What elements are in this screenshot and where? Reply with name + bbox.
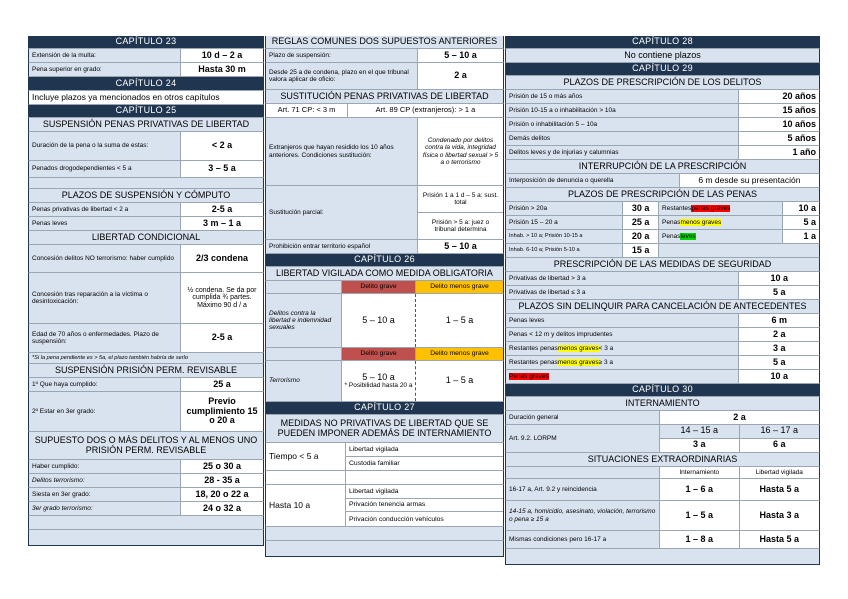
remaining-penalties-label: Restantes penas bbox=[509, 358, 558, 366]
fine-extension-value: 10 d – 2 a bbox=[181, 49, 263, 62]
cancellation-row-value: 5 a bbox=[739, 356, 819, 369]
foreigners-value: Condenado por delitos contra la vida, integridad física o libertad sexual > 5 a o terrorismo bbox=[418, 118, 503, 185]
parole-header: LIBERTAD CONDICIONAL bbox=[29, 231, 263, 244]
common-rules-header: REGLAS COMUNES DOS SUPUESTOS ANTERIORES bbox=[266, 36, 503, 48]
measure-driving-ban: Privación conducción vehículos bbox=[346, 512, 503, 526]
lorpm-label: Art. 9.2. LORPM bbox=[506, 425, 660, 452]
prescription-row-value: 20 años bbox=[739, 90, 819, 103]
general-duration-label: Duración general bbox=[506, 411, 660, 424]
prescription-row-label: Prisión o inhabilitación 5 – 10a bbox=[506, 118, 739, 131]
drug-dependent-label: Penados drogodependientes < 5 a bbox=[29, 161, 181, 177]
complaint-label: Interposición de denuncia o querella bbox=[506, 174, 680, 187]
entry-ban-label: Prohibición entrar territorio español bbox=[266, 240, 418, 253]
partial-substitution-total: Prisión 1 a 1 d – 5 a: sust. total bbox=[418, 186, 503, 213]
prescription-row-value: 10 años bbox=[739, 118, 819, 131]
security-measures-header: PRESCRIPCIÓN DE LAS MEDIDAS DE SEGURIDAD bbox=[506, 258, 819, 271]
situation-label: 14-15 a, homicidio, asesinato, violación, terrorismo o pena ≥ 15 a bbox=[506, 501, 660, 530]
blank-cell bbox=[266, 471, 346, 484]
serious-offence-heading: Delito grave bbox=[342, 281, 416, 293]
interruption-header: INTERRUPCIÓN DE LA PRESCRIPCIÓN bbox=[506, 160, 819, 173]
sexual-offences-less-serious: 1 – 5 a bbox=[416, 294, 503, 347]
less-serious-offence-heading: Delito menos grave bbox=[416, 348, 503, 360]
age-14-15-heading: 14 – 15 a bbox=[660, 425, 738, 439]
reparation-value: ½ condena. Se da por cumplida ¾ partes. Máximo 90 d / a bbox=[181, 273, 263, 323]
third-grade-stay-value: 18, 20 o 22 a bbox=[181, 488, 263, 501]
summary-sheet bbox=[28, 36, 820, 556]
measure-supervised-release: Libertad vigilada bbox=[346, 443, 503, 457]
chapter-28-header: CAPÍTULO 28 bbox=[506, 36, 819, 48]
fine-extension-label: Extensión de la multa: bbox=[29, 49, 181, 62]
threshold-text: < 3 a bbox=[598, 344, 614, 352]
third-grade-value: Previo cumplimiento 15 o 20 a bbox=[181, 392, 263, 431]
measure-family-custody: Custodia familiar bbox=[346, 457, 503, 470]
penalty-row-value: 15 a bbox=[623, 244, 659, 257]
complaint-value: 6 m desde su presentación bbox=[680, 174, 819, 187]
chapter-24-header: CAPÍTULO 24 bbox=[29, 77, 263, 90]
chapter-29-header: CAPÍTULO 29 bbox=[506, 63, 819, 75]
third-grade-terrorism-label: 3er grado terrorismo: bbox=[29, 502, 181, 515]
suspension-term-label: Plazo de suspensión: bbox=[266, 49, 418, 62]
penalty-row-value: 5 a bbox=[783, 216, 819, 229]
spacer bbox=[29, 516, 263, 529]
higher-penalty-value: Hasta 30 m bbox=[181, 63, 263, 76]
remaining-label: Restantes bbox=[662, 204, 692, 212]
prescription-row-label: Prisión de 15 o más años bbox=[506, 90, 739, 103]
up-to-10-years-label: Hasta 10 a bbox=[266, 485, 346, 526]
measure-weapons-ban: Privación tenencia armas bbox=[346, 499, 503, 513]
no-terms-note: No contiene plazos bbox=[506, 49, 819, 62]
chapter-30-header: CAPÍTULO 30 bbox=[506, 384, 819, 396]
penalty-row-value: 20 a bbox=[623, 230, 659, 243]
blank-cell bbox=[659, 244, 819, 257]
custodial-penalties-value: 2-5 a bbox=[181, 203, 263, 216]
art-89-cell: Art. 89 CP (extranjeros): > 1 a bbox=[348, 104, 503, 117]
penalty-row-value: 30 a bbox=[623, 202, 659, 215]
blank-cell bbox=[346, 471, 503, 484]
multiple-offences-header: SUPUESTO DOS O MÁS DELITOS Y AL MENOS UNO PRISIÓN PERM. REVISABLE bbox=[29, 432, 263, 459]
age-illness-label: Edad de 70 años o enfermedades. Plazo de suspensión: bbox=[29, 324, 181, 352]
penalties-label: Penas bbox=[662, 218, 681, 226]
record-cancellation-header: PLAZOS SIN DELINQUIR PARA CANCELACIÓN DE ANTECEDENTES bbox=[506, 300, 819, 313]
suspension-terms-header: PLAZOS DE SUSPENSIÓN Y CÓMPUTO bbox=[29, 189, 263, 202]
prescription-row-label: Delitos leves y de injurias y calumnias bbox=[506, 146, 739, 159]
less-serious-offence-heading: Delito menos grave bbox=[416, 281, 503, 293]
third-grade-terrorism-value: 24 o 32 a bbox=[181, 502, 263, 515]
measure-row-label: Privativas de libertad > 3 a bbox=[506, 272, 739, 285]
chapter-26-header: CAPÍTULO 26 bbox=[266, 254, 503, 266]
drug-dependent-value: 3 – 5 a bbox=[181, 161, 263, 177]
prescription-row-label: Prisión 10-15 a o inhabilitación > 10a bbox=[506, 104, 739, 117]
cancellation-row-value: 2 a bbox=[739, 328, 819, 341]
cancellation-row-label: Penas leves bbox=[506, 314, 739, 327]
penalty-row-value: 10 a bbox=[783, 202, 819, 215]
parole-grant-value: 2/3 condena bbox=[181, 245, 263, 272]
foreigners-label: Extranjeros que hayan residido los 10 años anteriores. Condiciones sustitución: bbox=[266, 118, 418, 185]
court-review-label: Desde 25 a de condena, plazo en el que tribunal valora aplicar de oficio: bbox=[266, 63, 418, 89]
spacer bbox=[266, 527, 503, 540]
measure-row-value: 10 a bbox=[739, 272, 819, 285]
cancellation-row-label: Penas < 12 m y delitos imprudentes bbox=[506, 328, 739, 341]
permanent-prison-header: SUSPENSIÓN PRISIÓN PERM. REVISABLE bbox=[29, 364, 263, 377]
penalty-row-label: Prisión 15 – 20 a bbox=[506, 216, 623, 229]
internment-column-heading: Internamiento bbox=[660, 467, 740, 478]
suspension-term-value: 5 – 10 a bbox=[418, 49, 503, 62]
situation-supervised: Hasta 5 a bbox=[740, 479, 820, 500]
threshold-text: ≥ 3 a bbox=[598, 358, 614, 366]
served-label: Haber cumplido: bbox=[29, 460, 181, 473]
offence-prescription-header: PLAZOS DE PRESCRIPCIÓN DE LOS DELITOS bbox=[506, 76, 819, 89]
under-5-years-label: Tiempo < 5 a bbox=[266, 443, 346, 470]
serious-penalties-mark: penas graves bbox=[691, 204, 731, 212]
partial-substitution-label: Sustitución parcial: bbox=[266, 186, 418, 239]
chapter-25-header: CAPÍTULO 25 bbox=[29, 105, 263, 117]
penalty-prescription-header: PLAZOS DE PRESCRIPCIÓN DE LAS PENAS bbox=[506, 188, 819, 201]
measure-row-value: 5 a bbox=[739, 286, 819, 299]
prescription-row-value: 15 años bbox=[739, 104, 819, 117]
pending-penalty-footnote: *Si la pena pendiente es > 5a, el plazo también habría de serlo bbox=[29, 353, 263, 363]
first-served-label: 1º Que haya cumplido: bbox=[29, 378, 181, 391]
penalty-row-value: 1 a bbox=[783, 230, 819, 243]
duration-label: Duración de la pena o la suma de estas: bbox=[29, 132, 181, 160]
suspension-header: SUSPENSIÓN PENAS PRIVATIVAS DE LIBERTAD bbox=[29, 118, 263, 131]
blank-cell bbox=[266, 281, 342, 293]
spacer bbox=[266, 541, 503, 556]
cancellation-row-value: 10 a bbox=[739, 370, 819, 383]
penalty-row-value: 25 a bbox=[623, 216, 659, 229]
partial-substitution-judge: Prisión > 5 a: juez o tribunal determina bbox=[418, 213, 503, 239]
higher-penalty-label: Pena superior en grado: bbox=[29, 63, 181, 76]
sexual-offences-serious: 5 – 10 a bbox=[342, 294, 416, 347]
non-custodial-measures-header: MEDIDAS NO PRIVATIVAS DE LIBERTAD QUE SE PUEDEN IMPONER ADEMÁS DE INTERNAMIENTO bbox=[266, 415, 503, 442]
prescription-row-value: 5 años bbox=[739, 132, 819, 145]
prescription-row-label: Demás delitos bbox=[506, 132, 739, 145]
penalty-row-label: Prisión > 20a bbox=[506, 202, 623, 215]
column-1 bbox=[28, 36, 264, 546]
terrorism-label: Terrorismo bbox=[266, 361, 342, 401]
extraordinary-situations-header: SITUACIONES EXTRAORDINARIAS bbox=[506, 453, 819, 466]
sexual-offences-label: Delitos contra la libertad e indemnidad sexuales bbox=[266, 294, 342, 347]
terrorism-serious-note: * Posibilidad hasta 20 a bbox=[344, 382, 413, 390]
column-3 bbox=[505, 36, 820, 565]
age-illness-value: 2-5 a bbox=[181, 324, 263, 352]
less-serious-mark: menos graves bbox=[557, 344, 599, 352]
first-served-value: 25 a bbox=[181, 378, 263, 391]
penalty-row-label: Inhab. 6-10 a; Prisión 5-10 a bbox=[506, 244, 623, 257]
parole-grant-label: Concesión delitos NO terrorismo: haber cumplido bbox=[29, 245, 181, 272]
supervised-release-column-heading: Libertad vigilada bbox=[740, 467, 820, 478]
measure-row-label: Privativas de libertad ≤ 3 a bbox=[506, 286, 739, 299]
terrorism-less-serious: 1 – 5 a bbox=[416, 361, 503, 401]
custodial-penalties-label: Penas privativas de libertad < 2 a bbox=[29, 203, 181, 216]
internment-header: INTERNAMIENTO bbox=[506, 397, 819, 410]
situation-supervised: Hasta 3 a bbox=[740, 501, 820, 530]
general-duration-value: 2 a bbox=[660, 411, 819, 424]
substitution-header: SUSTITUCIÓN PENAS PRIVATIVAS DE LIBERTAD bbox=[266, 90, 503, 103]
minor-penalties-label: Penas leves bbox=[29, 217, 181, 230]
situation-internment: 1 – 6 a bbox=[660, 479, 740, 500]
cancellation-row-value: 3 a bbox=[739, 342, 819, 355]
terrorism-serious: 5 – 10 a bbox=[362, 371, 395, 382]
spacer bbox=[29, 530, 263, 545]
situation-supervised: Hasta 5 a bbox=[740, 531, 820, 548]
less-serious-penalties-mark: menos graves bbox=[680, 218, 722, 226]
terrorism-value: 28 - 35 a bbox=[181, 474, 263, 487]
serious-penalties-mark: Penas graves bbox=[509, 372, 549, 380]
measure-supervised-release: Libertad vigilada bbox=[346, 485, 503, 499]
situation-internment: 1 – 8 a bbox=[660, 531, 740, 548]
column-2 bbox=[265, 36, 504, 557]
chapter-23-header: CAPÍTULO 23 bbox=[29, 36, 263, 48]
age-14-15-value: 3 a bbox=[660, 439, 738, 452]
penalty-row-label: Inhab. > 10 a; Prisión 10-15 a bbox=[506, 230, 623, 243]
chapter-24-note: Incluye plazos ya mencionados en otros capítulos bbox=[29, 91, 263, 104]
served-value: 25 o 30 a bbox=[181, 460, 263, 473]
terrorism-label: Delitos terrorismo: bbox=[29, 474, 181, 487]
third-grade-label: 2º Estar en 3er grado: bbox=[29, 392, 181, 431]
remaining-penalties-label: Restantes penas bbox=[509, 344, 558, 352]
blank-cell bbox=[506, 467, 660, 478]
chapter-27-header: CAPÍTULO 27 bbox=[266, 402, 503, 414]
cancellation-row-value: 6 m bbox=[739, 314, 819, 327]
spacer bbox=[29, 178, 263, 188]
situation-label: Mismas condiciones pero 16-17 a bbox=[506, 531, 660, 548]
entry-ban-value: 5 – 10 a bbox=[418, 240, 503, 253]
minor-penalties-value: 3 m – 1 a bbox=[181, 217, 263, 230]
prescription-row-value: 1 año bbox=[739, 146, 819, 159]
reparation-label: Concesión tras reparación a la víctima o desintoxicación: bbox=[29, 273, 181, 323]
minor-penalties-mark: leves bbox=[680, 232, 696, 240]
penalties-label: Penas bbox=[662, 232, 681, 240]
court-review-value: 2 a bbox=[418, 63, 503, 89]
serious-offence-heading: Delito grave bbox=[342, 348, 416, 360]
duration-value: < 2 a bbox=[181, 132, 263, 160]
supervised-release-header: LIBERTAD VIGILADA COMO MEDIDA OBLIGATORIA bbox=[266, 267, 503, 280]
art-71-cell: Art. 71 CP: < 3 m bbox=[266, 104, 348, 117]
situation-label: 16-17 a, Art. 9.2 y reincidencia bbox=[506, 479, 660, 500]
third-grade-stay-label: Siesta en 3er grado: bbox=[29, 488, 181, 501]
blank-cell bbox=[266, 348, 342, 360]
age-16-17-value: 6 a bbox=[740, 439, 819, 452]
spacer bbox=[506, 549, 819, 564]
age-16-17-heading: 16 – 17 a bbox=[740, 425, 819, 439]
situation-internment: 1 – 5 a bbox=[660, 501, 740, 530]
less-serious-mark: menos graves bbox=[557, 358, 599, 366]
